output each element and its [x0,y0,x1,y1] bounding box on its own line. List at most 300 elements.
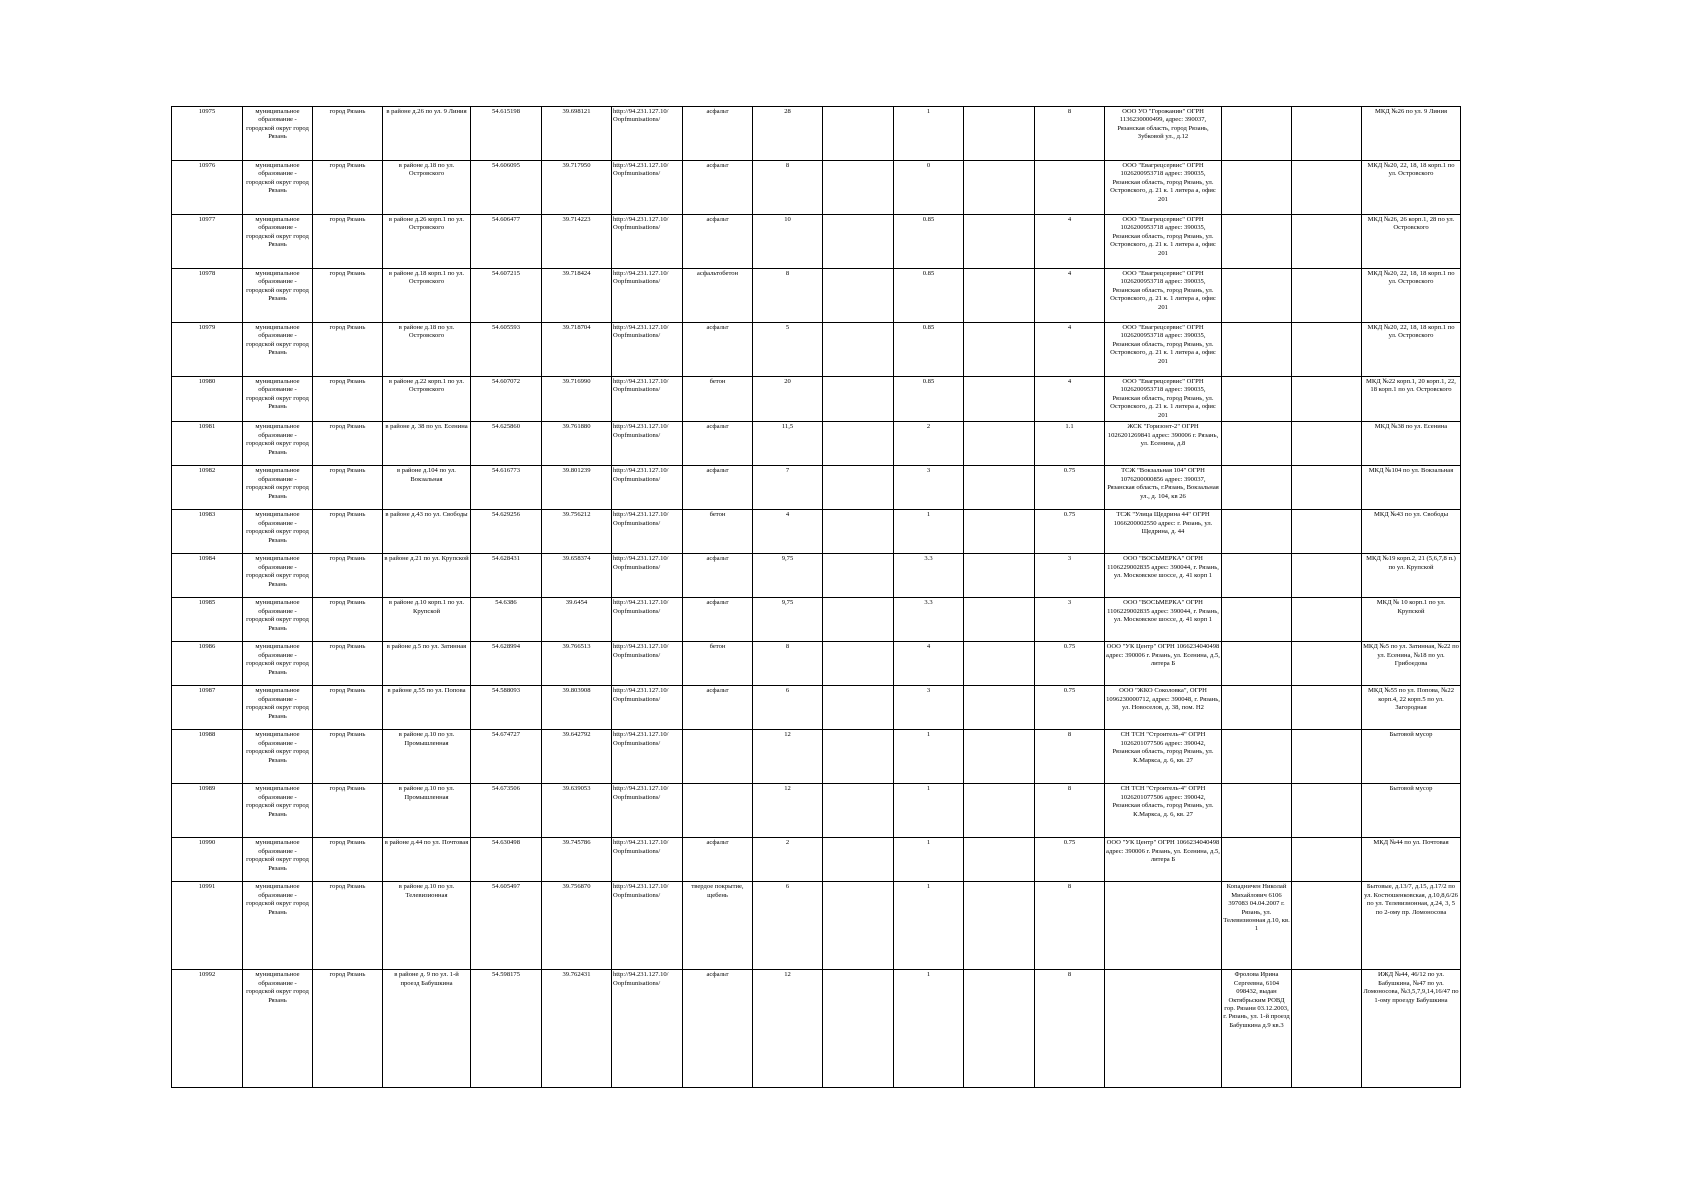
cell-longitude: 39.716990 [542,377,612,422]
cell-id: 10987 [172,686,243,730]
cell-city: город Рязань [313,642,383,686]
cell-empty [823,215,894,269]
cell-owner [1222,215,1292,269]
cell-surface: твердое покрытие, щебень [683,882,753,970]
cell-id: 10990 [172,838,243,882]
cell-url: http://94.231.127.10/ Oopfmunisations/ [612,686,683,730]
cell-id: 10975 [172,107,243,161]
cell-empty [964,422,1035,466]
cell-city: город Рязань [313,377,383,422]
table-row [172,598,1461,642]
cell-surface: асфальт [683,107,753,161]
cell-note: Бытовой мусор [1362,730,1461,784]
cell-operator: ООО "УК Центр" ОГРН 1066234040498 адрес: 390006 г. Рязань, ул. Есенина, д.5, литера Б [1105,838,1222,882]
cell-volume: 8 [1035,730,1105,784]
cell-owner [1222,784,1292,838]
cell-empty [1292,730,1362,784]
data-table [171,106,1461,1088]
cell-latitude: 54.628431 [471,554,542,598]
table-row [172,882,1461,970]
cell-volume: 4 [1035,215,1105,269]
cell-volume: 4 [1035,269,1105,323]
cell-containers: 3.3 [894,554,964,598]
cell-url: http://94.231.127.10/ Oopfmunisations/ [612,882,683,970]
cell-surface: асфальт [683,161,753,215]
cell-id: 10978 [172,269,243,323]
cell-operator: ООО "Евагрецсервис" ОГРН 1026200953718 адрес: 390035, Рязанская область, город Рязань, ул. Островского, д. 21 к. 1 литера а, офис 201 [1105,215,1222,269]
table-row [172,686,1461,730]
cell-location: в районе д.10 корп.1 по ул. Крупской [383,598,471,642]
cell-longitude: 39.756212 [542,510,612,554]
cell-area: 9,75 [753,598,823,642]
cell-volume: 0.75 [1035,466,1105,510]
table-row [172,323,1461,377]
cell-location: в районе д.22 корп.1 по ул. Островского [383,377,471,422]
cell-empty [823,730,894,784]
cell-operator: СН ТСН "Строитель-4" ОГРН 1026201077506 адрес: 390042, Рязанская область, город Рязань, ул. К.Маркса, д. 6, кв. 27 [1105,784,1222,838]
cell-id: 10976 [172,161,243,215]
cell-url: http://94.231.127.10/ Oopfmunisations/ [612,642,683,686]
cell-area: 5 [753,323,823,377]
cell-empty [964,598,1035,642]
cell-empty [1292,838,1362,882]
cell-latitude: 54.607072 [471,377,542,422]
cell-empty [1292,377,1362,422]
cell-volume: 8 [1035,107,1105,161]
cell-empty [964,377,1035,422]
table-row [172,377,1461,422]
cell-empty [1292,882,1362,970]
cell-empty [823,323,894,377]
cell-municipality: муниципальное образование - городской округ город Рязань [243,422,313,466]
cell-volume: 0.75 [1035,510,1105,554]
cell-surface: асфальт [683,554,753,598]
cell-surface: асфальт [683,970,753,1088]
cell-empty [1292,642,1362,686]
table-row [172,161,1461,215]
cell-area: 6 [753,882,823,970]
cell-surface: асфальт [683,323,753,377]
cell-latitude: 54.607215 [471,269,542,323]
cell-location: в районе д.44 по ул. Почтовая [383,838,471,882]
cell-municipality: муниципальное образование - городской округ город Рязань [243,970,313,1088]
cell-empty [823,642,894,686]
cell-surface: асфальт [683,686,753,730]
cell-containers: 1 [894,882,964,970]
cell-note: МКД №26 по ул. 9 Линия [1362,107,1461,161]
cell-note: МКД №5 по ул. Затинная, №22 по ул. Есенина, №18 по ул. Грибоедова [1362,642,1461,686]
cell-longitude: 39.718704 [542,323,612,377]
cell-area: 6 [753,686,823,730]
table-row [172,554,1461,598]
cell-volume: 8 [1035,882,1105,970]
cell-empty [823,466,894,510]
cell-location: в районе д.104 по ул. Вокзальная [383,466,471,510]
cell-owner: Копадничен Николай Михайлович 6106 397083 04.04.2007 г. Рязань, ул. Телевизионная д.10, кв. 1 [1222,882,1292,970]
cell-owner [1222,323,1292,377]
cell-owner [1222,686,1292,730]
cell-city: город Рязань [313,554,383,598]
cell-location: в районе д.10 по ул. Промышленная [383,730,471,784]
cell-municipality: муниципальное образование - городской округ город Рязань [243,323,313,377]
cell-volume: 0.75 [1035,686,1105,730]
cell-empty [964,882,1035,970]
cell-empty [964,554,1035,598]
cell-empty [1292,598,1362,642]
cell-id: 10991 [172,882,243,970]
cell-longitude: 39.762431 [542,970,612,1088]
cell-operator: ООО "ВОСЬМЕРКА" ОГРН 1106229002835 адрес: 390044, г. Рязань, ул. Московское шоссе, д. 41 корп 1 [1105,554,1222,598]
cell-empty [823,784,894,838]
cell-municipality: муниципальное образование - городской округ город Рязань [243,161,313,215]
cell-location: в районе д.18 по ул. Островского [383,323,471,377]
cell-containers: 1 [894,970,964,1088]
cell-city: город Рязань [313,510,383,554]
cell-containers: 1 [894,107,964,161]
cell-surface [683,730,753,784]
cell-area: 8 [753,269,823,323]
cell-operator: ООО "ВОСЬМЕРКА" ОГРН 1106229002835 адрес: 390044, г. Рязань, ул. Московское шоссе, д. 41 корп 1 [1105,598,1222,642]
cell-location: в районе д.55 по ул. Попова [383,686,471,730]
cell-empty [1292,784,1362,838]
cell-empty [823,107,894,161]
cell-city: город Рязань [313,422,383,466]
table-row [172,838,1461,882]
cell-url: http://94.231.127.10/ Oopfmunisations/ [612,269,683,323]
cell-id: 10979 [172,323,243,377]
cell-operator: ООО УО "Горожанин" ОГРН 1136230000499, адрес: 390037, Рязанская область, город Рязань, Зубковой ул., д.12 [1105,107,1222,161]
cell-longitude: 39.761880 [542,422,612,466]
cell-latitude: 54.605593 [471,323,542,377]
cell-empty [964,215,1035,269]
cell-id: 10984 [172,554,243,598]
cell-note: МКД №26, 26 корп.1, 28 по ул. Островского [1362,215,1461,269]
cell-note: Бытовые, д.13/7, д.15, д.17/2 по ул. Костюшенковская, д.10,8,6/26 по ул. Телевизионная, д.24, 3, 5 по 2-ому пр. Ломоносова [1362,882,1461,970]
cell-empty [964,970,1035,1088]
cell-area: 9,75 [753,554,823,598]
table-row [172,107,1461,161]
cell-empty [1292,970,1362,1088]
cell-containers: 0.85 [894,377,964,422]
cell-empty [1292,466,1362,510]
cell-id: 10983 [172,510,243,554]
cell-municipality: муниципальное образование - городской округ город Рязань [243,838,313,882]
cell-area: 12 [753,970,823,1088]
cell-empty [1292,107,1362,161]
cell-longitude: 39.698121 [542,107,612,161]
cell-latitude: 54.606477 [471,215,542,269]
cell-empty [1292,323,1362,377]
cell-municipality: муниципальное образование - городской округ город Рязань [243,598,313,642]
cell-longitude: 39.658374 [542,554,612,598]
cell-longitude: 39.714223 [542,215,612,269]
cell-location: в районе д. 38 по ул. Есенина [383,422,471,466]
cell-operator: ООО "Евагрецсервис" ОГРН 1026200953718 адрес: 390035, Рязанская область, город Рязань, ул. Островского, д. 21 к. 1 литера а, офис 201 [1105,161,1222,215]
cell-operator: СН ТСН "Строитель-4" ОГРН 1026201077506 адрес: 390042, Рязанская область, город Рязань, ул. К.Маркса, д. 6, кв. 27 [1105,730,1222,784]
cell-area: 12 [753,784,823,838]
cell-latitude: 54.674727 [471,730,542,784]
cell-location: в районе д.21 по ул. Крупской [383,554,471,598]
cell-empty [1292,161,1362,215]
cell-latitude: 54.615198 [471,107,542,161]
cell-city: город Рязань [313,686,383,730]
cell-containers: 3 [894,686,964,730]
cell-owner [1222,161,1292,215]
cell-note: МКД № 10 корп.1 по ул. Крупской [1362,598,1461,642]
cell-latitude: 54.629256 [471,510,542,554]
cell-city: город Рязань [313,466,383,510]
table-row [172,730,1461,784]
cell-area: 28 [753,107,823,161]
cell-containers: 3 [894,466,964,510]
cell-owner [1222,377,1292,422]
cell-operator: ТСЖ "Вокзальная 104" ОГРН 1076200000856 адрес: 390037, Рязанская область, г.Рязань, Вокзальная ул., д. 104, кв 26 [1105,466,1222,510]
cell-id: 10986 [172,642,243,686]
cell-area: 10 [753,215,823,269]
cell-longitude: 39.756870 [542,882,612,970]
cell-city: город Рязань [313,161,383,215]
cell-longitude: 39.803908 [542,686,612,730]
cell-latitude: 54.598175 [471,970,542,1088]
table-row [172,269,1461,323]
cell-owner [1222,554,1292,598]
cell-longitude: 39.766513 [542,642,612,686]
cell-url: http://94.231.127.10/ Oopfmunisations/ [612,422,683,466]
cell-url: http://94.231.127.10/ Oopfmunisations/ [612,323,683,377]
cell-city: город Рязань [313,107,383,161]
cell-latitude: 54.605497 [471,882,542,970]
cell-surface: асфальтобетон [683,269,753,323]
table-row [172,970,1461,1088]
cell-url: http://94.231.127.10/ Oopfmunisations/ [612,970,683,1088]
cell-url: http://94.231.127.10/ Oopfmunisations/ [612,466,683,510]
cell-operator: ООО "Евагрецсервис" ОГРН 1026200953718 адрес: 390035, Рязанская область, город Рязань, ул. Островского, д. 21 к. 1 литера а, офис 201 [1105,323,1222,377]
cell-empty [964,838,1035,882]
cell-empty [964,107,1035,161]
cell-note: МКД №44 по ул. Почтовая [1362,838,1461,882]
cell-operator [1105,882,1222,970]
cell-location: в районе д. 9 по ул. 1-й проезд Бабушкина [383,970,471,1088]
cell-owner [1222,642,1292,686]
cell-note: ИЖД №44, 46/12 по ул. Бабушкина, №47 по ул. Ломоносова, №3,5,7,9,14,16/47 по 1-ому проезду Бабушкина [1362,970,1461,1088]
cell-note: МКД №38 по ул. Есенина [1362,422,1461,466]
cell-location: в районе д.43 по ул. Свободы [383,510,471,554]
cell-url: http://94.231.127.10/ Oopfmunisations/ [612,784,683,838]
table-row [172,784,1461,838]
cell-municipality: муниципальное образование - городской округ город Рязань [243,642,313,686]
cell-empty [823,377,894,422]
cell-surface: асфальт [683,422,753,466]
cell-url: http://94.231.127.10/ Oopfmunisations/ [612,554,683,598]
cell-longitude: 39.745786 [542,838,612,882]
cell-surface: асфальт [683,838,753,882]
cell-municipality: муниципальное образование - городской округ город Рязань [243,554,313,598]
cell-location: в районе д.18 корп.1 по ул. Островского [383,269,471,323]
cell-empty [964,466,1035,510]
cell-empty [823,686,894,730]
cell-id: 10985 [172,598,243,642]
cell-area: 4 [753,510,823,554]
cell-containers: 0.85 [894,323,964,377]
cell-longitude: 39.639053 [542,784,612,838]
table-row [172,642,1461,686]
cell-owner [1222,107,1292,161]
cell-containers: 2 [894,422,964,466]
cell-empty [964,323,1035,377]
cell-containers: 1 [894,838,964,882]
cell-empty [1292,269,1362,323]
cell-note: МКД №43 по ул. Свободы [1362,510,1461,554]
cell-note: Бытовой мусор [1362,784,1461,838]
cell-longitude: 39.718424 [542,269,612,323]
cell-location: в районе д.26 по ул. 9 Линия [383,107,471,161]
cell-area: 11,5 [753,422,823,466]
cell-municipality: муниципальное образование - городской округ город Рязань [243,107,313,161]
cell-note: МКД №20, 22, 18, 18 корп.1 по ул. Островского [1362,161,1461,215]
cell-volume: 0.75 [1035,642,1105,686]
cell-empty [823,970,894,1088]
cell-latitude: 54.625860 [471,422,542,466]
cell-containers: 1 [894,510,964,554]
cell-owner [1222,730,1292,784]
cell-containers: 3.3 [894,598,964,642]
cell-area: 2 [753,838,823,882]
cell-municipality: муниципальное образование - городской округ город Рязань [243,377,313,422]
cell-empty [823,598,894,642]
cell-municipality: муниципальное образование - городской округ город Рязань [243,466,313,510]
cell-city: город Рязань [313,269,383,323]
cell-latitude: 54.628994 [471,642,542,686]
cell-latitude: 54.588093 [471,686,542,730]
cell-surface: бетон [683,510,753,554]
cell-id: 10989 [172,784,243,838]
cell-city: город Рязань [313,215,383,269]
cell-volume: 4 [1035,377,1105,422]
cell-id: 10988 [172,730,243,784]
cell-volume: 8 [1035,784,1105,838]
cell-empty [964,642,1035,686]
cell-id: 10992 [172,970,243,1088]
cell-empty [1292,510,1362,554]
cell-surface: асфальт [683,598,753,642]
cell-surface: бетон [683,377,753,422]
cell-url: http://94.231.127.10/ Oopfmunisations/ [612,377,683,422]
cell-containers: 4 [894,642,964,686]
cell-note: МКД №20, 22, 18, 18 корп.1 по ул. Островского [1362,323,1461,377]
cell-surface [683,784,753,838]
cell-longitude: 39.642792 [542,730,612,784]
cell-containers: 0 [894,161,964,215]
cell-empty [964,269,1035,323]
cell-municipality: муниципальное образование - городской округ город Рязань [243,269,313,323]
table-row [172,466,1461,510]
cell-id: 10981 [172,422,243,466]
cell-volume: 3 [1035,598,1105,642]
cell-volume: 8 [1035,970,1105,1088]
cell-containers: 0.85 [894,215,964,269]
cell-location: в районе д.18 по ул. Островского [383,161,471,215]
cell-owner [1222,510,1292,554]
cell-operator [1105,970,1222,1088]
cell-containers: 0.85 [894,269,964,323]
cell-longitude: 39.717950 [542,161,612,215]
cell-url: http://94.231.127.10/ Oopfmunisations/ [612,730,683,784]
cell-surface: бетон [683,642,753,686]
cell-city: город Рязань [313,882,383,970]
cell-latitude: 54.6386 [471,598,542,642]
cell-id: 10980 [172,377,243,422]
cell-empty [823,838,894,882]
cell-volume: 3 [1035,554,1105,598]
cell-volume: 0.75 [1035,838,1105,882]
cell-empty [823,269,894,323]
cell-empty [1292,554,1362,598]
cell-city: город Рязань [313,970,383,1088]
cell-owner [1222,422,1292,466]
cell-operator: ООО "Евагрецсервис" ОГРН 1026200953718 адрес: 390035, Рязанская область, город Рязань, ул. Островского, д. 21 к. 1 литера а, офис 201 [1105,269,1222,323]
cell-location: в районе д.10 по ул. Промышленная [383,784,471,838]
cell-latitude: 54.606095 [471,161,542,215]
cell-latitude: 54.630498 [471,838,542,882]
cell-area: 7 [753,466,823,510]
cell-location: в районе д.26 корп.1 по ул. Островского [383,215,471,269]
cell-containers: 1 [894,730,964,784]
table-row [172,422,1461,466]
cell-owner [1222,838,1292,882]
cell-empty [964,730,1035,784]
cell-url: http://94.231.127.10/ Oopfmunisations/ [612,107,683,161]
cell-empty [964,686,1035,730]
cell-location: в районе д.5 по ул. Затинная [383,642,471,686]
cell-url: http://94.231.127.10/ Oopfmunisations/ [612,838,683,882]
cell-owner [1222,466,1292,510]
cell-note: МКД №20, 22, 18, 18 корп.1 по ул. Островского [1362,269,1461,323]
cell-url: http://94.231.127.10/ Oopfmunisations/ [612,161,683,215]
cell-location: в районе д.10 по ул. Телевизионная [383,882,471,970]
cell-url: http://94.231.127.10/ Oopfmunisations/ [612,598,683,642]
cell-municipality: муниципальное образование - городской округ город Рязань [243,215,313,269]
cell-operator: ЖСК "Горизонт-2" ОГРН 1026201269841 адрес: 390006 г. Рязань, ул. Есенина, д.8 [1105,422,1222,466]
cell-municipality: муниципальное образование - городской округ город Рязань [243,730,313,784]
table-row [172,510,1461,554]
cell-url: http://94.231.127.10/ Oopfmunisations/ [612,215,683,269]
cell-city: город Рязань [313,838,383,882]
cell-operator: ООО "УК Центр" ОГРН 1066234040498 адрес: 390006 г. Рязань, ул. Есенина, д.5, литера Б [1105,642,1222,686]
cell-id: 10977 [172,215,243,269]
cell-city: город Рязань [313,598,383,642]
cell-owner: Фролова Ирина Сергеевна, 6104 098432, выдан Октябрьским РОВД гор. Рязани 03.12.2003, г. Рязань, ул. 1-й проезд Бабушкина д.9 кв.3 [1222,970,1292,1088]
cell-empty [964,161,1035,215]
cell-area: 20 [753,377,823,422]
cell-longitude: 39.6454 [542,598,612,642]
cell-surface: асфальт [683,215,753,269]
cell-city: город Рязань [313,323,383,377]
cell-volume: 1.1 [1035,422,1105,466]
cell-volume [1035,161,1105,215]
cell-municipality: муниципальное образование - городской округ город Рязань [243,686,313,730]
cell-longitude: 39.801239 [542,466,612,510]
cell-empty [823,882,894,970]
cell-empty [964,784,1035,838]
cell-municipality: муниципальное образование - городской округ город Рязань [243,882,313,970]
cell-empty [823,422,894,466]
cell-empty [1292,686,1362,730]
cell-area: 8 [753,161,823,215]
cell-area: 8 [753,642,823,686]
cell-surface: асфальт [683,466,753,510]
cell-empty [964,510,1035,554]
cell-empty [823,161,894,215]
